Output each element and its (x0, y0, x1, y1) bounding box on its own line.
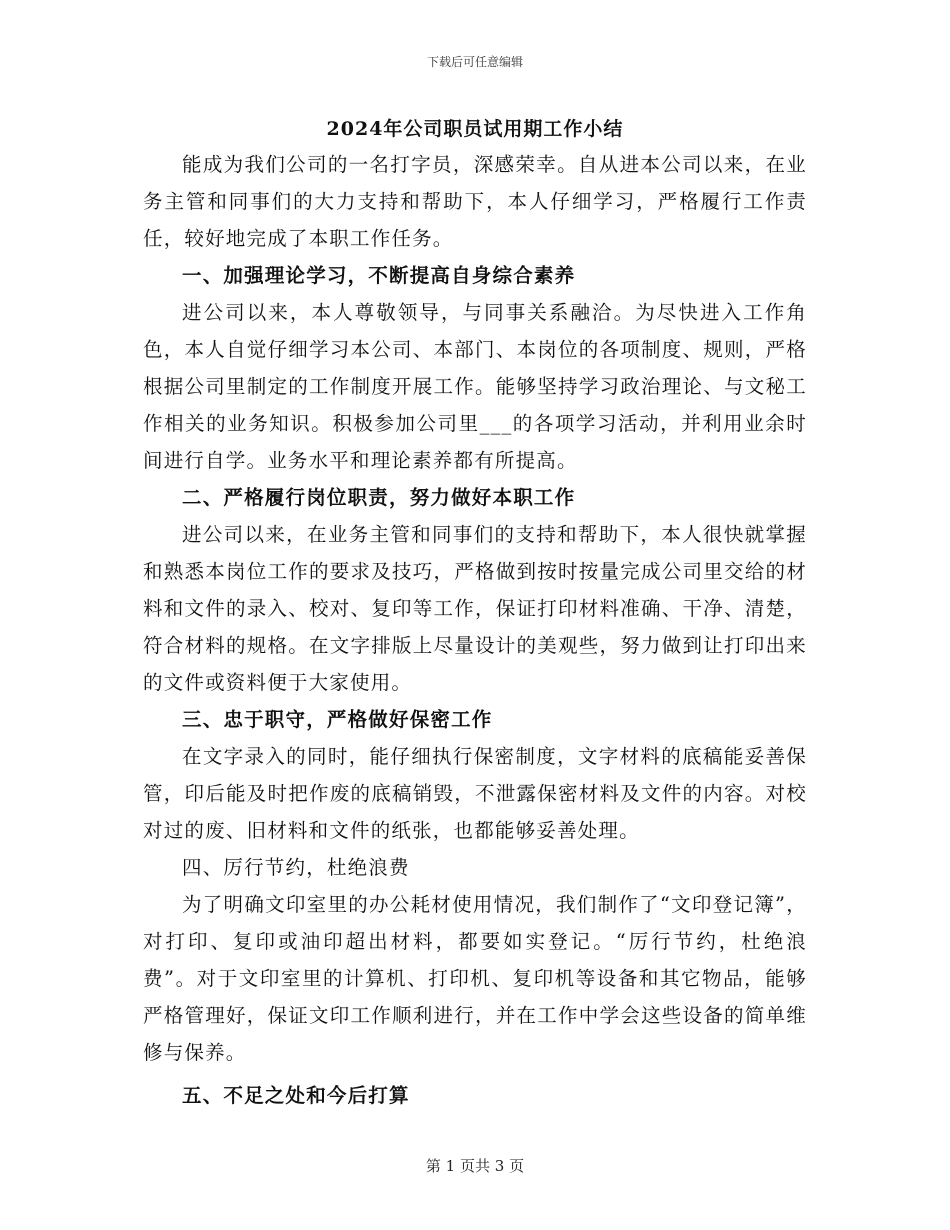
document-title: 2024年公司职员试用期工作小结 (326, 118, 624, 140)
section-1-heading: 一、加强理论学习，不断提高自身综合素养 (182, 264, 576, 287)
section-3-heading: 三、忠于职守，严格做好保密工作 (182, 708, 493, 731)
section-3-paragraph: 在文字录入的同时，能仔细执行保密制度，文字材料的底稿能妥善保管，印后能及时把作废的底稿销毁，不泄露保密材料及文件的内容。对校对过的废、旧材料和文件的纸张，也都能够妥善处理。 (143, 745, 807, 842)
intro-paragraph: 能成为我们公司的一名打字员，深感荣幸。自从进本公司以来，在业务主管和同事们的大力支持和帮助下，本人仔细学习，严格履行工作责任，较好地完成了本职工作任务。 (143, 153, 807, 250)
section-5-heading: 五、不足之处和今后打算 (182, 1084, 410, 1107)
section-2-paragraph: 进公司以来，在业务主管和同事们的支持和帮助下，本人很快就掌握和熟悉本岗位工作的要求及技巧，严格做到按时按量完成公司里交给的材料和文件的录入、校对、复印等工作，保证打印材料准确、干净、清楚，符合材料的规格。在文字排版上尽量设计的美观些，努力做到让打印出来的文件或资料便于大家使用。 (143, 523, 807, 694)
page-number: 第 1 页共 3 页 (425, 1157, 525, 1175)
header-note: 下载后可任意编辑 (426, 55, 523, 69)
section-4-paragraph: 为了明确文印室里的办公耗材使用情况，我们制作了“文印登记簿”，对打印、复印或油印超出材料，都要如实登记。“厉行节约，杜绝浪费”。对于文印室里的计算机、打印机、复印机等设备和其它物品，能够严格管理好，保证文印工作顺利进行，并在工作中学会这些设备的简单维修与保养。 (143, 893, 807, 1064)
section-2-heading: 二、严格履行岗位职责，努力做好本职工作 (182, 486, 576, 509)
section-4-heading: 四、厉行节约，杜绝浪费 (182, 856, 410, 879)
document-body (143, 146, 807, 1114)
section-1-paragraph: 进公司以来，本人尊敬领导，与同事关系融洽。为尽快进入工作角色，本人自觉仔细学习本公司、本部门、本岗位的各项制度、规则，严格根据公司里制定的工作制度开展工作。能够坚持学习政治理论、与文秘工作相关的业务知识。积极参加公司里___的各项学习活动，并利用业余时间进行自学。业务水平和理论素养都有所提高。 (143, 301, 807, 472)
